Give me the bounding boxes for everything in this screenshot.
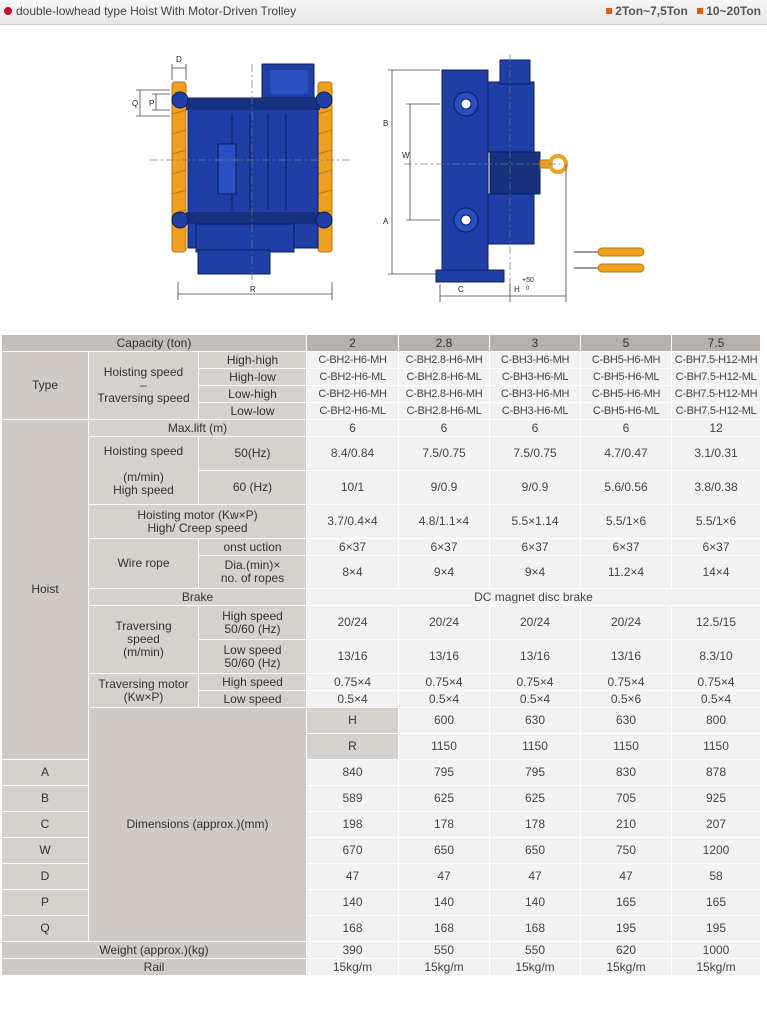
hoisting-speed-line-3: High speed [113, 482, 174, 497]
dimension-key: D [2, 864, 89, 890]
hoisting-speed-row [2, 437, 761, 471]
traversing-motor-cell: 0.5×4 [307, 691, 399, 708]
dimension-cell: 195 [672, 916, 761, 942]
traversing-low-line-2: 50/60 (Hz) [224, 655, 281, 670]
traversing-high-line-1: High speed [222, 608, 283, 623]
max-lift-label: Max.lift (m) [89, 420, 307, 437]
spec-table [1, 334, 761, 976]
hoisting-speed-cell: 10/1 [307, 471, 399, 505]
type-cell: C-BH7.5-H12-ML [672, 403, 761, 420]
type-row-label: High-low [199, 369, 307, 386]
bottom-block [198, 250, 270, 274]
traversing-speed-row [2, 606, 761, 640]
dimension-cell: 795 [490, 760, 581, 786]
dimension-cell: 140 [490, 890, 581, 916]
type-cell: C-BH2.8-H6-ML [399, 403, 490, 420]
hoist-label: Hoist [2, 420, 89, 760]
capacity-value: 7.5 [672, 335, 761, 352]
type-group-line-2: – [140, 378, 147, 392]
dimension-row [2, 708, 761, 734]
type-row-label: Low-low [199, 403, 307, 420]
dimension-cell: 1150 [490, 734, 581, 760]
traversing-motor-cell: 0.5×6 [581, 691, 672, 708]
traversing-motor-label [89, 674, 199, 708]
dimension-cell: 165 [581, 890, 672, 916]
traversing-high-line-2: 50/60 (Hz) [224, 621, 281, 636]
dimension-cell: 750 [581, 838, 672, 864]
traversing-motor-sub: Low speed [199, 691, 307, 708]
dimension-key: R [307, 734, 399, 760]
dimension-cell: 670 [307, 838, 399, 864]
traversing-speed-cell: 20/24 [307, 606, 399, 640]
type-label: Type [2, 352, 89, 420]
dimension-cell: 1200 [672, 838, 761, 864]
dimension-cell: 650 [490, 838, 581, 864]
hoisting-motor-cell: 5.5/1×6 [672, 505, 761, 539]
capacity-value: 2 [307, 335, 399, 352]
traversing-motor-cell: 0.5×4 [672, 691, 761, 708]
wire-rope-cell: 6×37 [399, 539, 490, 556]
wire-rope-cell: 11.2×4 [581, 556, 672, 589]
brake-value: DC magnet disc brake [307, 589, 761, 606]
dimension-cell: 168 [399, 916, 490, 942]
dimension-cell: 625 [399, 786, 490, 812]
wire-rope-cell: 9×4 [399, 556, 490, 589]
wire-rope-cell: 6×37 [672, 539, 761, 556]
hoisting-speed-cell: 8.4/0.84 [307, 437, 399, 471]
type-cell: C-BH7.5-H12-MH [672, 386, 761, 403]
traversing-motor-line-2: (Kw×P) [123, 689, 164, 704]
traversing-motor-cell: 0.75×4 [581, 674, 672, 691]
traversing-speed-label [89, 606, 199, 674]
bullet-icon [4, 7, 12, 15]
wire-rope-cell: 6×37 [490, 539, 581, 556]
type-cell: C-BH5-H6-ML [581, 403, 672, 420]
traversing-speed-cell: 8.3/10 [672, 640, 761, 674]
traversing-speed-cell: 13/16 [490, 640, 581, 674]
dimension-key: C [2, 812, 89, 838]
page-title: double-lowhead type Hoist With Motor-Driven Trolley [16, 4, 297, 18]
type-cell: C-BH2-H6-ML [307, 369, 399, 386]
wire-rope-label: Wire rope [89, 539, 199, 589]
traversing-speed-line-2: speed [127, 632, 160, 646]
dim-label-q: Q [132, 99, 139, 108]
dimension-cell: 47 [490, 864, 581, 890]
brake-row [2, 589, 761, 606]
hoisting-motor-cell: 4.8/1.1×4 [399, 505, 490, 539]
max-lift-cell: 12 [672, 420, 761, 437]
hoisting-speed-hz: 50(Hz) [199, 437, 307, 471]
wire-rope-cell: 8×4 [307, 556, 399, 589]
dimension-cell: 1150 [399, 734, 490, 760]
dimension-cell: 630 [581, 708, 672, 734]
traversing-speed-sub [199, 640, 307, 674]
traversing-speed-sub [199, 606, 307, 640]
traversing-speed-line-3: (m/min) [123, 645, 164, 659]
type-cell: C-BH3-H6-ML [490, 369, 581, 386]
capacity-range-2: 10~20Ton [706, 4, 761, 18]
dimension-cell: 207 [672, 812, 761, 838]
dim-label-p: P [149, 99, 155, 108]
max-lift-cell: 6 [490, 420, 581, 437]
traversing-speed-cell: 20/24 [399, 606, 490, 640]
rail-cell: 15kg/m [307, 959, 399, 976]
dim-label-r: R [250, 285, 256, 294]
wire-rope-cell: 6×37 [581, 539, 672, 556]
capacity-value: 3 [490, 335, 581, 352]
max-lift-cell: 6 [581, 420, 672, 437]
dimension-cell: 630 [490, 708, 581, 734]
dim-tolerance-zero: 0 [526, 286, 530, 292]
hoisting-motor-cell: 5.5×1.14 [490, 505, 581, 539]
traversing-speed-cell: 20/24 [581, 606, 672, 640]
traversing-speed-line-1: Traversing [115, 619, 172, 633]
dimension-key: W [2, 838, 89, 864]
dimension-key: Q [2, 916, 89, 942]
traversing-motor-cell: 0.75×4 [399, 674, 490, 691]
dimension-key: B [2, 786, 89, 812]
type-cell: C-BH2.8-H6-MH [399, 386, 490, 403]
dimension-cell: 589 [307, 786, 399, 812]
dimension-cell: 198 [307, 812, 399, 838]
wire-rope-cell: 14×4 [672, 556, 761, 589]
hoisting-motor-cell: 5.5/1×6 [581, 505, 672, 539]
hoisting-speed-hz: 60 (Hz) [199, 471, 307, 505]
capacity-label: Capacity (ton) [2, 335, 307, 352]
dimensions-label: Dimensions (approx.)(mm) [89, 708, 307, 942]
title-bar [0, 0, 767, 25]
dimension-cell: 178 [399, 812, 490, 838]
dimension-cell: 1150 [581, 734, 672, 760]
type-cell: C-BH7.5-H12-MH [672, 352, 761, 369]
type-group-line-1: Hoisting speed [103, 365, 184, 379]
traversing-speed-cell: 12.5/15 [672, 606, 761, 640]
type-cell: C-BH2.8-H6-MH [399, 352, 490, 369]
type-cell: C-BH5-H6-ML [581, 369, 672, 386]
dimension-cell: 210 [581, 812, 672, 838]
front-view [132, 55, 350, 300]
dim-label-c: C [458, 285, 464, 294]
traversing-motor-cell: 0.75×4 [490, 674, 581, 691]
type-group-label [89, 352, 199, 420]
dimension-cell: 58 [672, 864, 761, 890]
hoisting-speed-cell: 3.1/0.31 [672, 437, 761, 471]
dimension-cell: 705 [581, 786, 672, 812]
dim-tolerance-plus: +50 [522, 277, 534, 284]
dim-label-h: H [514, 285, 520, 294]
wire-rope-dia-line-2: no. of ropes [220, 571, 285, 585]
type-cell: C-BH2-H6-MH [307, 352, 399, 369]
dimension-cell: 800 [672, 708, 761, 734]
traversing-motor-cell: 0.5×4 [490, 691, 581, 708]
wire-rope-construction-label: onst uction [199, 539, 307, 556]
type-cell: C-BH3-H6-ML [490, 403, 581, 420]
type-cell: C-BH5-H6-MH [581, 352, 672, 369]
capacity-value: 5 [581, 335, 672, 352]
weight-cell: 550 [490, 942, 581, 959]
wire-rope-cell: 9×4 [490, 556, 581, 589]
hoisting-speed-line-2: (m/min) [123, 469, 164, 484]
hoisting-motor-line-2: High/ Creep speed [147, 520, 248, 535]
dim-label-d: D [176, 55, 182, 64]
rail-cell: 15kg/m [399, 959, 490, 976]
capacity-row [2, 335, 761, 352]
type-row-label: High-high [199, 352, 307, 369]
hoisting-speed-cell: 9/0.9 [490, 471, 581, 505]
type-cell: C-BH7.5-H12-ML [672, 369, 761, 386]
type-cell: C-BH3-H6-MH [490, 386, 581, 403]
type-row-label: Low-high [199, 386, 307, 403]
max-lift-cell: 6 [399, 420, 490, 437]
traversing-motor-row [2, 674, 761, 691]
dimension-key: H [307, 708, 399, 734]
traversing-speed-cell: 13/16 [581, 640, 672, 674]
weight-cell: 550 [399, 942, 490, 959]
capacity-range-1: 2Ton~7,5Ton [615, 4, 688, 18]
dimension-key: P [2, 890, 89, 916]
hoisting-motor-label [89, 505, 307, 539]
dimension-cell: 840 [307, 760, 399, 786]
traversing-speed-cell: 13/16 [307, 640, 399, 674]
dim-label-w: W [402, 151, 410, 160]
dimension-cell: 830 [581, 760, 672, 786]
dimension-cell: 140 [399, 890, 490, 916]
square-bullet-icon [697, 8, 703, 14]
traversing-motor-cell: 0.75×4 [672, 674, 761, 691]
dimension-cell: 650 [399, 838, 490, 864]
wire-rope-dia-line-1: Dia.(min)× [224, 558, 281, 572]
dimension-cell: 168 [490, 916, 581, 942]
dimension-key: A [2, 760, 89, 786]
type-cell: C-BH2-H6-MH [307, 386, 399, 403]
capacity-ranges [600, 4, 761, 18]
weight-cell: 620 [581, 942, 672, 959]
rail-cell: 15kg/m [490, 959, 581, 976]
dimension-cell: 47 [399, 864, 490, 890]
rail-label: Rail [2, 959, 307, 976]
brake-label: Brake [89, 589, 307, 606]
weight-cell: 1000 [672, 942, 761, 959]
dimension-cell: 195 [581, 916, 672, 942]
hoisting-speed-label [89, 437, 199, 505]
wire-rope-dia-label [199, 556, 307, 589]
dimension-cell: 1150 [672, 734, 761, 760]
traversing-speed-cell: 13/16 [399, 640, 490, 674]
traversing-motor-sub: High speed [199, 674, 307, 691]
dimension-cell: 925 [672, 786, 761, 812]
dimension-cell: 47 [307, 864, 399, 890]
max-lift-row [2, 420, 761, 437]
hoisting-motor-cell: 3.7/0.4×4 [307, 505, 399, 539]
traversing-motor-line-1: Traversing motor [98, 676, 189, 691]
dimension-cell: 625 [490, 786, 581, 812]
traversing-motor-cell: 0.75×4 [307, 674, 399, 691]
hoisting-speed-cell: 4.7/0.47 [581, 437, 672, 471]
dim-label-a: A [383, 217, 389, 226]
traversing-motor-cell: 0.5×4 [399, 691, 490, 708]
hoisting-speed-line-1: Hoisting speed [103, 443, 184, 458]
dimension-cell: 795 [399, 760, 490, 786]
wire-rope-row [2, 539, 761, 556]
weight-label: Weight (approx.)(kg) [2, 942, 307, 959]
dimension-cell: 178 [490, 812, 581, 838]
dimension-cell: 47 [581, 864, 672, 890]
hoisting-motor-line-1: Hoisting motor (Kw×P) [137, 507, 258, 522]
hoisting-motor-row [2, 505, 761, 539]
pendant-switches [574, 248, 644, 272]
dimension-cell: 168 [307, 916, 399, 942]
dimension-cell: 600 [399, 708, 490, 734]
type-group-line-3: Traversing speed [97, 391, 190, 405]
dimension-cell: 165 [672, 890, 761, 916]
dimension-cell: 140 [307, 890, 399, 916]
traversing-speed-cell: 20/24 [490, 606, 581, 640]
max-lift-cell: 6 [307, 420, 399, 437]
dim-label-b: B [383, 119, 389, 128]
hoisting-speed-cell: 5.6/0.56 [581, 471, 672, 505]
wire-rope-cell: 6×37 [307, 539, 399, 556]
hoisting-speed-cell: 7.5/0.75 [490, 437, 581, 471]
type-cell: C-BH2.8-H6-ML [399, 369, 490, 386]
hoisting-speed-cell: 9/0.9 [399, 471, 490, 505]
hoist-drawing [0, 24, 767, 330]
type-cell: C-BH5-H6-MH [581, 386, 672, 403]
type-cell: C-BH3-H6-MH [490, 352, 581, 369]
square-bullet-icon [606, 8, 612, 14]
type-cell: C-BH2-H6-ML [307, 403, 399, 420]
rail-cell: 15kg/m [581, 959, 672, 976]
hoisting-speed-cell: 7.5/0.75 [399, 437, 490, 471]
weight-row [2, 942, 761, 959]
side-view [383, 54, 644, 302]
dimension-cell: 878 [672, 760, 761, 786]
type-row [2, 352, 761, 369]
hoisting-speed-cell: 3.8/0.38 [672, 471, 761, 505]
capacity-value: 2.8 [399, 335, 490, 352]
rail-row [2, 959, 761, 976]
traversing-low-line-1: Low speed [223, 642, 282, 657]
rail-cell: 15kg/m [672, 959, 761, 976]
weight-cell: 390 [307, 942, 399, 959]
